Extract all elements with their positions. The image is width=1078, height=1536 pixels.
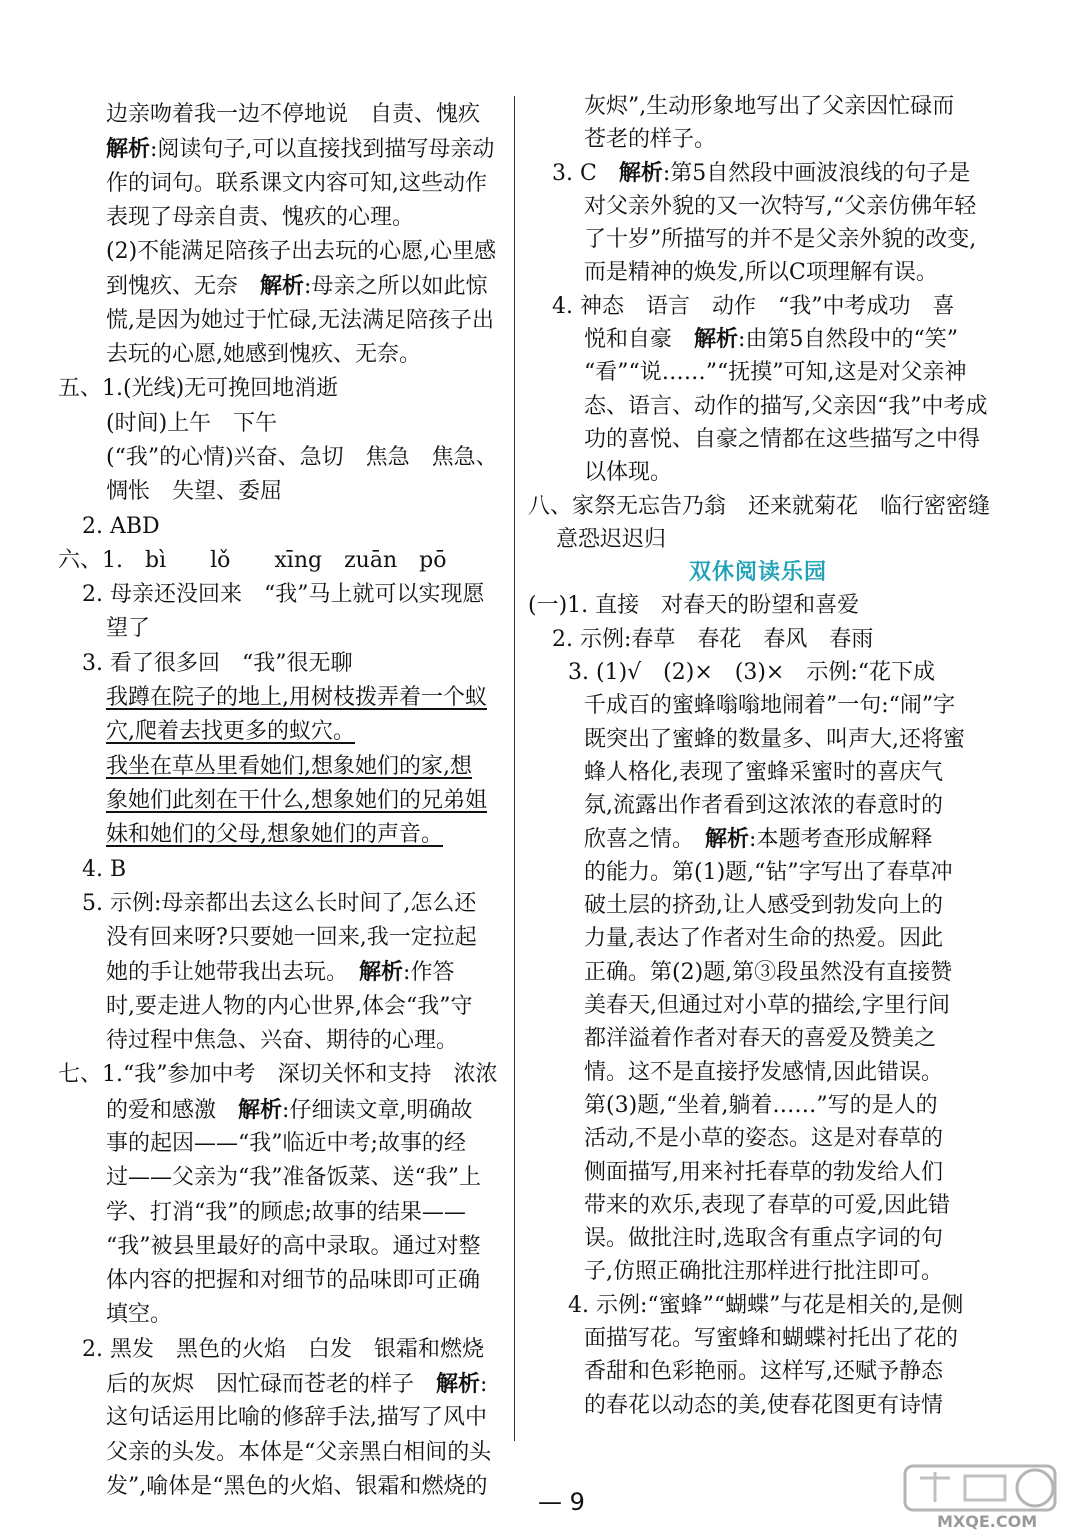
text-line [58, 921, 508, 955]
text-line [528, 223, 988, 256]
text-line [528, 456, 988, 489]
text-line [58, 1470, 508, 1504]
text-line [528, 1056, 988, 1089]
text-line [58, 235, 508, 269]
text-line [58, 1127, 508, 1161]
text-run: 表现了母亲自责、愧疚的心理。 [106, 204, 415, 230]
text-run: :由第5自然段中的“笑” [738, 327, 958, 353]
text-line [528, 922, 988, 955]
text-run: 误。做批注时,选取含有重点字词的句 [584, 1226, 943, 1252]
text-run: 第(3)题,“坐着,躺着……”写的是人的 [584, 1092, 938, 1118]
analysis-label: 解析 [694, 326, 739, 353]
text-line [58, 1161, 508, 1195]
text-line [528, 490, 991, 523]
text-run: 五、1.(光线)无可挽回地消逝 [58, 376, 339, 402]
text-run: (“我”的心情)兴奋、急切 焦急 焦急、 [106, 444, 498, 470]
text-run: :阅读句子,可以直接找到描写母亲动 [150, 137, 495, 163]
watermark-logo [885, 1462, 1075, 1532]
text-line [528, 689, 988, 722]
text-line [528, 1289, 988, 1322]
text-run: 既突出了蜜蜂的数量多、叫声大,还将蜜 [584, 726, 965, 752]
text-line [58, 784, 508, 818]
page-number: — 9 [538, 1488, 585, 1516]
text-line [528, 889, 988, 922]
text-run: (一)1. 直接 对春天的盼望和喜爱 [528, 593, 860, 619]
text-line [58, 681, 508, 715]
text-line [528, 1089, 988, 1122]
text-run: 面描写花。写蜜蜂和蝴蝶衬托出了花的 [584, 1325, 959, 1351]
text-line [58, 647, 508, 681]
text-run: :仔细读文章,明确故 [282, 1097, 473, 1123]
text-run: 侧面描写,用来衬托春草的勃发给人们 [584, 1159, 943, 1185]
text-line [58, 955, 508, 989]
text-line [528, 1255, 988, 1288]
text-run: 慌,是因为她过于忙碌,无法满足陪孩子出 [106, 307, 494, 333]
analysis-label: 解析 [260, 273, 305, 300]
text-run: 六、1. bì lǒ xīng zuān pō [58, 547, 447, 573]
text-run: 发”,喻体是“黑色的火焰、银霜和燃烧的 [106, 1473, 488, 1499]
text-run: 力量,表达了作者对生命的热爱。因此 [584, 926, 943, 952]
text-run: 都洋溢着作者对春天的喜爱及赞美之 [584, 1026, 937, 1052]
text-line [58, 1230, 508, 1264]
text-run: 2. 示例:春草 春花 春风 春雨 [552, 626, 874, 652]
text-line [528, 1189, 988, 1222]
text-run: 以体现。 [584, 460, 673, 486]
text-line [58, 132, 508, 166]
text-run: :第5自然段中画波浪线的句子是 [662, 160, 971, 186]
text-run: 待过程中焦急、兴奋、期待的心理。 [106, 1028, 459, 1054]
text-line [58, 1264, 508, 1298]
text-run: 悦和自豪 [584, 327, 695, 353]
text-line [528, 256, 988, 289]
text-run: 苍老的样子。 [584, 127, 717, 153]
text-run: 意恐迟迟归 [556, 526, 667, 552]
text-line [528, 1389, 988, 1422]
watermark-text: MXQE.COM [937, 1512, 1038, 1531]
text-run: 态、语言、动作的描写,父亲因“我”中考成 [584, 393, 988, 419]
text-run: 活动,不是小草的姿态。这是对春草的 [584, 1126, 943, 1152]
text-run: 时,要走进人物的内心世界,体会“我”守 [106, 993, 473, 1019]
text-line [528, 623, 988, 656]
text-line [58, 1401, 508, 1435]
text-run: 破土层的挤劲,让人感受到勃发向上的 [584, 893, 943, 919]
text-run: 情。这不是直接抒发感情,因此错误。 [584, 1059, 943, 1085]
text-run: 正确。第(2)题,第③段虽然没有直接赞 [584, 959, 953, 985]
analysis-label: 解析 [359, 959, 404, 986]
text-line [58, 510, 508, 544]
text-line [528, 190, 988, 223]
text-run: 美春天,但通过对小草的描绘,字里行间 [584, 993, 950, 1019]
text-line [528, 390, 988, 423]
text-run: 学、打消“我”的顾虑;故事的结果—— [106, 1199, 466, 1225]
text-run: : [480, 1371, 488, 1397]
text-line [58, 544, 508, 578]
text-line [528, 1322, 988, 1355]
text-run: 父亲的头发。本体是“父亲黑白相间的头 [106, 1439, 492, 1465]
text-line [528, 123, 988, 156]
underlined-text: 我蹲在院子的地上,用树枝拨弄着一个蚁 [106, 685, 487, 711]
text-run: 蜂人格化,表现了蜜蜂采蜜时的喜庆气 [584, 759, 943, 785]
underlined-text: 象她们此刻在干什么,想象她们的兄弟姐 [106, 787, 487, 813]
text-run: 功的喜悦、自豪之情都在这些描写之中得 [584, 426, 981, 452]
text-line [528, 589, 988, 622]
text-line [528, 90, 988, 123]
text-run: 3. C [552, 160, 619, 186]
analysis-label: 解析 [106, 136, 151, 163]
text-run: 氛,流露出作者看到这浓浓的春意时的 [584, 793, 943, 819]
text-line [528, 356, 988, 389]
text-run: 事的起因——“我”临近中考;故事的经 [106, 1130, 466, 1156]
text-line [58, 578, 508, 612]
text-run: 边亲吻着我一边不停地说 自责、愧疚 [106, 102, 481, 127]
text-run: 千成百的蜜蜂嗡嗡地闹着”一句:“闹”字 [584, 693, 956, 719]
text-line [58, 612, 508, 646]
column-divider [514, 96, 515, 1441]
text-run: 4. 神态 语言 动作 “我”中考成功 喜 [552, 293, 955, 319]
section-heading [528, 556, 988, 589]
text-run: “看”“说……”“抚摸”可知,这是对父亲神 [584, 360, 967, 386]
text-line [58, 269, 508, 303]
text-run: 2. ABD [82, 513, 160, 539]
text-run: 七、1.“我”参加中考 深切关怀和支持 浓浓 [58, 1062, 498, 1088]
text-line [528, 1222, 988, 1255]
text-run: 望了 [106, 616, 151, 642]
text-run: :作答 [403, 960, 455, 986]
text-line [528, 789, 988, 822]
text-line [58, 201, 508, 235]
text-run: 作的词句。联系课文内容可知,这些动作 [106, 170, 487, 196]
text-line [58, 1093, 508, 1127]
text-line [58, 1058, 508, 1092]
text-run: 5. 示例:母亲都出去这么长时间了,怎么还 [82, 890, 477, 916]
text-run: 这句话运用比喻的修辞手法,描写了风中 [106, 1405, 487, 1431]
text-run: 后的灰烬 因忙碌而苍老的样子 [106, 1371, 437, 1397]
text-line [528, 1022, 988, 1055]
analysis-label: 解析 [238, 1096, 283, 1123]
text-line [528, 956, 988, 989]
text-run: :本题考查形成解释 [749, 826, 933, 852]
text-run: 香甜和色彩艳丽。这样写,还赋予静态 [584, 1359, 943, 1385]
underlined-text: 妹和她们的父母,想象她们的声音。 [106, 822, 443, 848]
text-run: 带来的欢乐,表现了春草的可爱,因此错 [584, 1192, 950, 1218]
text-line [58, 338, 508, 372]
analysis-label: 解析 [618, 159, 663, 186]
text-line [58, 1367, 508, 1401]
text-line [58, 304, 508, 338]
text-run: 的能力。第(1)题,“钻”字写出了春草冲 [584, 859, 953, 885]
text-line [58, 1298, 508, 1332]
analysis-label: 解析 [705, 825, 750, 852]
text-line [58, 1333, 508, 1367]
left-column [58, 98, 508, 1504]
underlined-text: 我坐在草丛里看她们,想象她们的家,想 [106, 753, 472, 779]
text-run: 3. (1)√ (2)× (3)× 示例:“花下成 [568, 660, 936, 686]
text-run: 了十岁”所描写的并不是父亲外貌的改变, [584, 227, 977, 253]
text-run: 的春花以动态的美,使春花图更有诗情 [584, 1392, 943, 1418]
text-line [528, 290, 988, 323]
text-line [58, 1024, 508, 1058]
text-line [58, 407, 508, 441]
text-run: 双休阅读乐园 [688, 560, 827, 586]
text-run: “我”被县里最好的高中录取。通过对整 [106, 1233, 481, 1259]
analysis-label: 解析 [436, 1370, 481, 1397]
text-line [58, 475, 508, 509]
text-run: 4. B [82, 856, 127, 882]
underlined-text: 穴,爬着去找更多的蚁穴。 [106, 719, 355, 745]
text-line [528, 1122, 988, 1155]
text-run: 欣喜之情。 [584, 826, 706, 852]
right-column [528, 90, 991, 1422]
text-line [58, 441, 508, 475]
text-run: 惆怅 失望、委屈 [106, 479, 283, 505]
text-line [528, 423, 988, 456]
text-run: 2. 黑发 黑色的火焰 白发 银霜和燃烧 [82, 1336, 484, 1362]
text-line [528, 723, 988, 756]
text-line [528, 157, 988, 190]
text-line [58, 167, 508, 201]
text-line [58, 372, 508, 406]
text-run: 的爱和感激 [106, 1097, 239, 1123]
text-run: 3. 看了很多回 “我”很无聊 [82, 650, 353, 676]
text-run: 去玩的心愿,她感到愧疚、无奈。 [106, 342, 421, 368]
text-line [528, 856, 988, 889]
text-run: 对父亲外貌的又一次特写,“父亲仿佛年轻 [584, 193, 977, 219]
text-run: (时间)上午 下午 [106, 410, 278, 436]
text-line [528, 323, 988, 356]
text-line [58, 818, 508, 852]
text-run: 灰烬”,生动形象地写出了父亲因忙碌而 [584, 94, 955, 119]
text-run: 子,仿照正确批注那样进行批注即可。 [584, 1259, 943, 1285]
text-run: (2)不能满足陪孩子出去玩的心愿,心里感 [106, 239, 497, 265]
text-run: 填空。 [106, 1302, 173, 1328]
text-run: 而是精神的焕发,所以C项理解有误。 [584, 260, 938, 286]
text-line [58, 715, 508, 749]
text-line [528, 656, 988, 689]
text-run: 没有回来呀?只要她一回来,我一定拉起 [106, 925, 477, 951]
text-run: 她的手让她带我出去玩。 [106, 960, 360, 986]
text-run: 过——父亲为“我”准备饭菜、送“我”上 [106, 1165, 481, 1191]
text-line [528, 1355, 988, 1388]
text-run: 体内容的把握和对细节的品味即可正确 [106, 1268, 481, 1294]
text-line [58, 887, 508, 921]
text-line [528, 523, 988, 556]
text-run: 到愧疚、无奈 [106, 274, 261, 300]
text-run: :母亲之所以如此惊 [304, 274, 488, 300]
text-line [528, 1156, 988, 1189]
text-run: 4. 示例:“蜜蜂”“蝴蝶”与花是相关的,是侧 [568, 1292, 964, 1318]
text-run: 八、家祭无忘告乃翁 还来就菊花 临行密密缝 [528, 493, 991, 519]
text-line [58, 98, 508, 132]
text-line [528, 756, 988, 789]
text-line [58, 853, 508, 887]
text-line [528, 989, 988, 1022]
text-line [58, 990, 508, 1024]
text-line [58, 1436, 508, 1470]
text-line [58, 1196, 508, 1230]
text-run: 2. 母亲还没回来 “我”马上就可以实现愿 [82, 582, 485, 608]
text-line [528, 823, 988, 856]
text-line [58, 750, 508, 784]
